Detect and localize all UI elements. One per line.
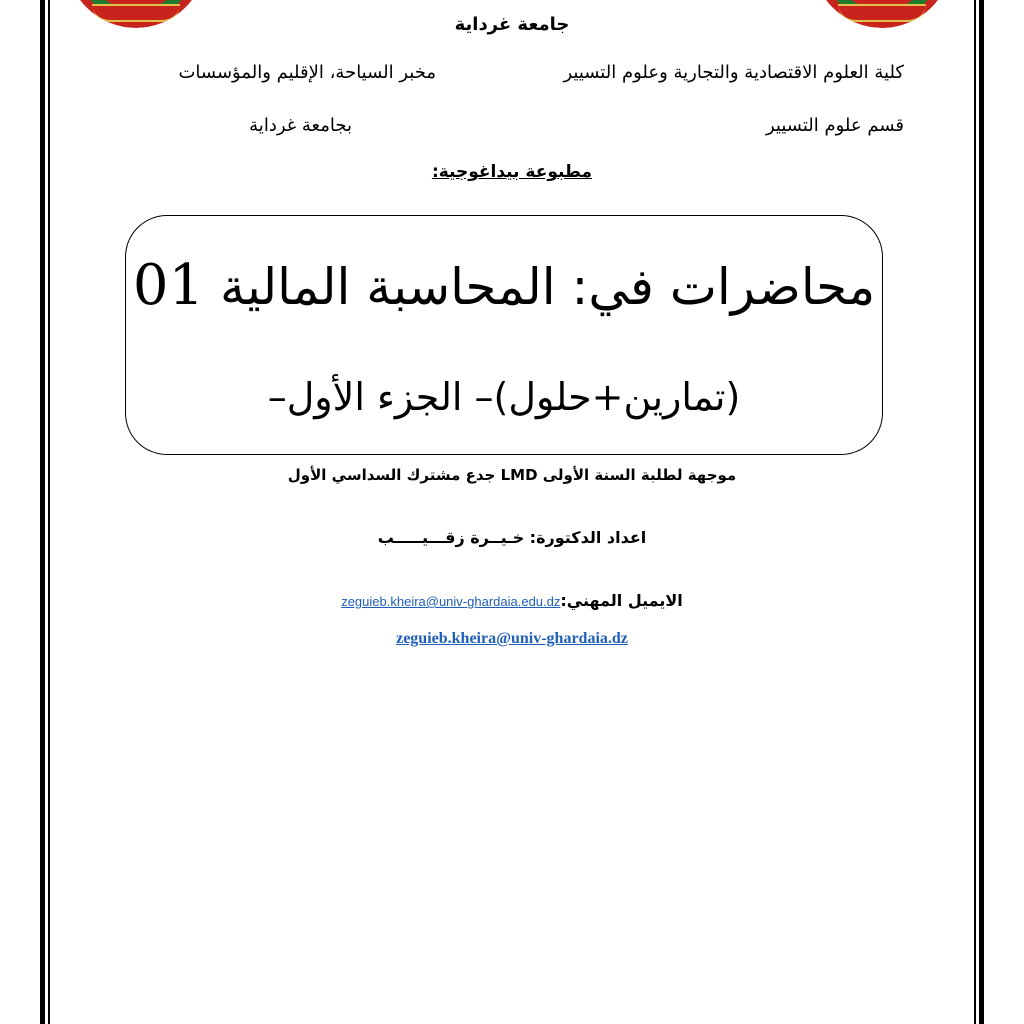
email-label: الايميل المهني: [560,591,683,610]
lab-name: مخبر السياحة، الإقليم والمؤسسات [178,62,436,83]
course-title-text: محاضرات في: المحاسبة المالية [220,258,876,316]
audience-line: موجهة لطلبة السنة الأولى LMD جدع مشترك السداسي الأول [287,466,737,484]
title-box [125,215,883,455]
email-link-small[interactable]: zeguieb.kheira@univ-ghardaia.edu.dz [341,594,561,609]
faculty-name: كلية العلوم الاقتصادية والتجارية وعلوم التسيير [563,62,904,83]
email-link-bold[interactable]: zeguieb.kheira@univ-ghardaia.dz [396,630,628,647]
lab-location: بجامعة غرداية [249,115,352,136]
department-name: قسم علوم التسيير [766,115,904,136]
email-line [0,591,1024,610]
course-title [125,253,883,318]
university-name: جامعة غرداية [454,14,570,35]
page-border-left [40,0,45,1024]
author-line: اعداد الدكتورة: خـيــرة زقـــيـــــب [377,528,647,547]
email-line-bold [0,628,1024,648]
course-number: 01 [132,253,205,318]
course-subtitle: (تمارين+حلول)– الجزء الأول– [267,375,741,419]
page-border-right [979,0,984,1024]
page-border-right-inner [974,0,976,1024]
page-border-left-inner [48,0,50,1024]
document-type: مطبوعة بيداغوجية: [431,162,593,182]
